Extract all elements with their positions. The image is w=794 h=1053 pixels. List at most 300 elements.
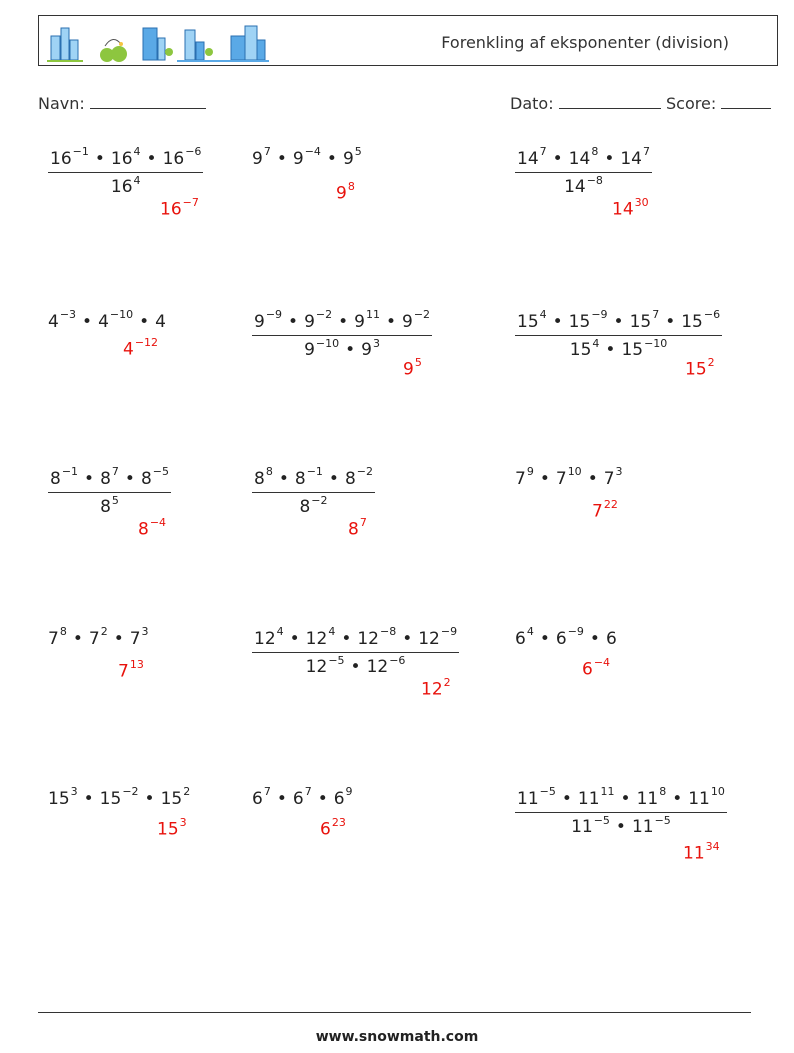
power-term — [603, 465, 623, 489]
term-exponent: −5 — [539, 785, 556, 798]
fraction-denominator — [252, 336, 432, 360]
name-field[interactable] — [38, 94, 206, 113]
multiply-dot: • — [552, 148, 563, 169]
answer-base: 9 — [403, 359, 414, 380]
score-field[interactable] — [666, 94, 771, 113]
term-base: 6 — [605, 628, 617, 649]
fraction-denominator — [48, 493, 171, 517]
power-term — [681, 308, 721, 332]
power-term — [621, 336, 668, 361]
term-base: 9 — [304, 340, 315, 361]
multiply-dot: • — [385, 311, 397, 332]
answer-base: 12 — [421, 679, 443, 700]
term-exponent: −2 — [356, 465, 373, 478]
answer-base: 8 — [138, 519, 149, 540]
term-exponent: −10 — [109, 308, 134, 321]
problem-expression — [515, 145, 652, 198]
term-base: 7 — [88, 628, 100, 649]
term-base: 8 — [344, 468, 356, 489]
answer-base: 8 — [348, 519, 359, 540]
term-base: 14 — [568, 148, 591, 169]
term-base: 11 — [688, 788, 710, 809]
term-exponent: 4 — [592, 336, 600, 350]
answer-base: 11 — [683, 843, 705, 864]
power-term — [629, 308, 660, 332]
answer-text — [138, 518, 166, 540]
power-term — [333, 785, 353, 809]
power-term — [555, 465, 582, 489]
name-label: Navn: — [38, 94, 85, 113]
power-term — [50, 145, 89, 169]
multiply-dot: • — [276, 788, 287, 809]
term-base: 16 — [110, 177, 133, 198]
term-base: 9 — [354, 311, 365, 332]
multiply-dot: • — [672, 788, 683, 809]
term-exponent: 7 — [304, 785, 312, 798]
term-base: 11 — [571, 817, 593, 838]
term-exponent: −10 — [644, 336, 668, 350]
term-base: 6 — [292, 788, 304, 809]
multiply-dot: • — [139, 311, 150, 332]
power-term — [688, 785, 725, 809]
term-base: 16 — [50, 148, 72, 169]
fraction — [252, 308, 432, 361]
term-base: 16 — [110, 148, 133, 169]
answer-text — [118, 660, 144, 682]
power-term — [162, 145, 202, 169]
city-buildings-logo-icon — [47, 22, 269, 62]
fraction — [48, 145, 203, 198]
term-base: 14 — [620, 148, 642, 169]
answer-base: 9 — [336, 183, 347, 204]
fraction — [515, 785, 727, 838]
multiply-dot: • — [276, 148, 287, 169]
date-label: Dato: — [510, 94, 554, 113]
power-term — [517, 145, 547, 169]
power-term — [305, 653, 345, 678]
power-term — [110, 173, 141, 198]
answer-exponent: −4 — [149, 516, 167, 529]
multiply-dot: • — [94, 148, 105, 169]
answer-exponent: −12 — [134, 336, 159, 349]
power-term — [140, 465, 169, 489]
multiply-dot: • — [605, 340, 616, 361]
multiply-dot: • — [288, 311, 299, 332]
term-base: 15 — [48, 788, 70, 809]
term-base: 6 — [555, 628, 567, 649]
term-exponent: 10 — [710, 785, 725, 798]
power-term — [304, 308, 333, 332]
multiply-dot: • — [84, 468, 95, 489]
term-base: 14 — [564, 177, 586, 198]
answer-exponent: 3 — [179, 816, 187, 829]
term-base: 12 — [418, 628, 440, 649]
problem-expression — [48, 465, 171, 518]
term-base: 9 — [304, 311, 315, 332]
problem-expression — [252, 625, 459, 678]
score-label: Score: — [666, 94, 717, 113]
term-exponent: −6 — [185, 145, 202, 158]
power-term — [98, 308, 134, 332]
answer-exponent: 23 — [331, 816, 346, 829]
term-base: 11 — [517, 788, 539, 809]
fraction — [515, 145, 652, 198]
answer-text — [592, 500, 618, 522]
term-base: 16 — [162, 148, 185, 169]
fraction-denominator — [515, 173, 652, 197]
score-blank[interactable] — [721, 94, 771, 109]
term-exponent: −1 — [306, 465, 323, 478]
term-base: 7 — [129, 628, 141, 649]
answer-exponent: 8 — [347, 180, 355, 193]
power-term — [252, 145, 271, 169]
answer-exponent: 5 — [414, 356, 422, 369]
term-exponent: 7 — [652, 308, 660, 321]
term-base: 7 — [48, 628, 59, 649]
term-exponent: −1 — [61, 465, 79, 478]
answer-text — [336, 182, 355, 204]
fraction — [252, 465, 375, 518]
answer-exponent: 13 — [129, 658, 144, 671]
term-exponent: 11 — [600, 785, 615, 798]
multiply-dot: • — [350, 657, 361, 678]
multiply-dot: • — [552, 311, 563, 332]
term-exponent: 10 — [567, 465, 582, 478]
power-term — [299, 493, 328, 518]
term-exponent: 8 — [659, 785, 667, 798]
problem-expression — [48, 625, 149, 649]
term-exponent: −4 — [304, 145, 321, 158]
answer-base: 15 — [157, 819, 179, 840]
term-base: 15 — [681, 311, 703, 332]
term-exponent: 7 — [642, 145, 650, 158]
term-exponent: 4 — [133, 145, 141, 158]
power-term — [344, 465, 373, 489]
multiply-dot: • — [328, 468, 339, 489]
multiply-dot: • — [561, 788, 572, 809]
term-exponent: 7 — [111, 465, 119, 478]
multiply-dot: • — [83, 788, 94, 809]
term-base: 11 — [631, 817, 654, 838]
power-term — [48, 785, 78, 809]
answer-exponent: 22 — [603, 498, 618, 511]
answer-exponent: 30 — [634, 196, 649, 209]
answer-text — [582, 658, 610, 680]
term-exponent: −5 — [152, 465, 169, 478]
term-exponent: −5 — [593, 813, 610, 827]
term-base: 15 — [99, 788, 122, 809]
power-term — [48, 308, 77, 332]
term-exponent: 4 — [539, 308, 547, 321]
fraction — [515, 308, 722, 361]
term-exponent: 2 — [183, 785, 191, 798]
term-exponent: −8 — [379, 625, 397, 638]
power-term — [568, 145, 599, 169]
power-term — [517, 785, 556, 809]
answer-text — [612, 198, 649, 220]
answer-text — [403, 358, 422, 380]
fraction — [48, 465, 171, 518]
answer-base: 6 — [320, 819, 331, 840]
power-term — [517, 308, 547, 332]
term-exponent: 7 — [263, 785, 271, 798]
term-base: 7 — [603, 468, 615, 489]
problem-expression — [515, 625, 617, 649]
worksheet-title: Forenkling af eksponenter (division) — [441, 33, 729, 52]
term-base: 12 — [305, 628, 328, 649]
answer-base: 6 — [582, 659, 593, 680]
problem-expression — [252, 465, 375, 518]
problem-expression — [252, 785, 353, 809]
answer-base: 16 — [160, 199, 182, 220]
term-base: 4 — [98, 311, 109, 332]
multiply-dot: • — [144, 788, 155, 809]
power-term — [100, 465, 119, 489]
power-term — [155, 312, 166, 332]
term-exponent: 8 — [265, 465, 273, 478]
term-base: 11 — [577, 788, 600, 809]
power-term — [50, 465, 79, 489]
term-exponent: 4 — [328, 625, 336, 638]
footer-divider — [38, 1012, 751, 1013]
fraction-numerator — [252, 625, 459, 653]
term-exponent: −9 — [591, 308, 608, 321]
power-term — [100, 493, 119, 518]
power-term — [254, 308, 283, 332]
term-exponent: 5 — [354, 145, 362, 158]
power-term — [568, 308, 608, 332]
power-term — [620, 145, 650, 169]
fraction-denominator — [515, 336, 722, 360]
problem-expression — [48, 785, 191, 809]
power-term — [564, 173, 603, 198]
problem-expression — [252, 145, 362, 169]
problem-expression — [515, 465, 623, 489]
multiply-dot: • — [113, 628, 124, 649]
term-exponent: −2 — [122, 785, 139, 798]
fraction — [252, 625, 459, 678]
answer-text — [421, 678, 451, 700]
term-base: 15 — [517, 311, 539, 332]
term-exponent: −1 — [72, 145, 89, 158]
power-term — [515, 625, 534, 649]
power-term — [555, 625, 584, 649]
fraction-denominator — [252, 653, 459, 677]
term-exponent: 3 — [372, 336, 380, 350]
multiply-dot: • — [402, 628, 413, 649]
answer-text — [123, 338, 158, 360]
answer-exponent: −4 — [593, 656, 611, 669]
answer-base: 4 — [123, 339, 134, 360]
answer-base: 7 — [118, 661, 129, 682]
term-exponent: 4 — [133, 173, 141, 187]
power-term — [305, 625, 336, 649]
answer-base: 15 — [685, 359, 707, 380]
fraction-denominator — [515, 813, 727, 837]
term-base: 7 — [555, 468, 567, 489]
term-exponent: −6 — [703, 308, 721, 321]
term-exponent: −5 — [328, 653, 345, 667]
answer-exponent: 2 — [707, 356, 715, 369]
power-term — [294, 465, 323, 489]
term-exponent: 8 — [59, 625, 67, 638]
date-field[interactable] — [510, 94, 661, 113]
multiply-dot: • — [539, 628, 550, 649]
term-base: 6 — [333, 788, 345, 809]
power-term — [571, 813, 610, 838]
multiply-dot: • — [539, 468, 550, 489]
term-exponent: 4 — [526, 625, 534, 638]
fraction-numerator — [515, 785, 727, 813]
power-term — [402, 308, 431, 332]
term-base: 9 — [254, 311, 265, 332]
worksheet-header — [38, 15, 778, 66]
footer-website: www.snowmath.com — [315, 1029, 479, 1045]
term-exponent: 7 — [539, 145, 547, 158]
term-base: 8 — [299, 497, 311, 518]
multiply-dot: • — [604, 148, 615, 169]
term-base: 9 — [292, 148, 304, 169]
multiply-dot: • — [587, 468, 598, 489]
term-exponent: −2 — [311, 493, 328, 507]
term-base: 4 — [155, 311, 166, 332]
power-term — [515, 465, 534, 489]
fraction-numerator — [48, 465, 171, 493]
power-term — [357, 625, 397, 649]
multiply-dot: • — [278, 468, 289, 489]
term-exponent: −2 — [413, 308, 431, 321]
term-base: 9 — [342, 148, 354, 169]
multiply-dot: • — [317, 788, 328, 809]
date-blank[interactable] — [559, 94, 661, 109]
answer-text — [157, 818, 187, 840]
term-exponent: 2 — [100, 625, 108, 638]
multiply-dot: • — [338, 311, 349, 332]
term-base: 8 — [100, 468, 111, 489]
power-term — [254, 625, 284, 649]
term-base: 6 — [515, 628, 526, 649]
term-base: 9 — [361, 340, 372, 361]
term-exponent: 3 — [70, 785, 78, 798]
power-term — [252, 785, 271, 809]
term-base: 15 — [569, 340, 592, 361]
power-term — [160, 785, 191, 809]
term-base: 8 — [100, 497, 111, 518]
power-term — [361, 336, 380, 361]
power-term — [636, 785, 667, 809]
term-base: 15 — [629, 311, 652, 332]
multiply-dot: • — [665, 311, 676, 332]
answer-text — [320, 818, 346, 840]
term-exponent: −2 — [315, 308, 333, 321]
multiply-dot: • — [326, 148, 337, 169]
power-term — [48, 625, 67, 649]
answer-text — [683, 842, 720, 864]
power-term — [88, 625, 108, 649]
power-term — [292, 145, 321, 169]
fraction-numerator — [48, 145, 203, 173]
multiply-dot: • — [615, 817, 626, 838]
power-term — [292, 785, 312, 809]
answer-text — [348, 518, 367, 540]
term-base: 12 — [254, 628, 276, 649]
term-base: 14 — [517, 148, 539, 169]
term-exponent: 8 — [591, 145, 599, 158]
term-exponent: 9 — [526, 465, 534, 478]
answer-exponent: 2 — [443, 676, 451, 689]
power-term — [110, 145, 141, 169]
term-base: 9 — [402, 311, 413, 332]
term-exponent: −5 — [654, 813, 671, 827]
fraction-numerator — [515, 145, 652, 173]
multiply-dot: • — [146, 148, 157, 169]
problem-expression — [515, 308, 722, 361]
power-term — [366, 653, 406, 678]
term-base: 12 — [366, 657, 389, 678]
answer-text — [685, 358, 715, 380]
fraction-denominator — [252, 493, 375, 517]
answer-text — [160, 198, 199, 220]
power-term — [631, 813, 671, 838]
problem-expression — [48, 145, 203, 198]
term-exponent: 4 — [276, 625, 284, 638]
name-blank[interactable] — [90, 94, 206, 109]
term-exponent: 3 — [615, 465, 623, 478]
power-term — [129, 625, 149, 649]
power-term — [569, 336, 600, 361]
term-exponent: −9 — [440, 625, 458, 638]
multiply-dot: • — [620, 788, 631, 809]
answer-exponent: −7 — [182, 196, 199, 209]
term-base: 8 — [294, 468, 306, 489]
term-exponent: 3 — [141, 625, 149, 638]
term-base: 12 — [357, 628, 379, 649]
problem-expression — [515, 785, 727, 838]
power-term — [418, 625, 458, 649]
power-term — [254, 465, 273, 489]
answer-exponent: 34 — [705, 840, 720, 853]
power-term — [606, 629, 617, 649]
answer-base: 14 — [612, 199, 634, 220]
answer-base: 7 — [592, 501, 603, 522]
term-base: 8 — [254, 468, 265, 489]
term-exponent: 5 — [111, 493, 119, 507]
fraction-denominator — [48, 173, 203, 197]
problem-expression — [48, 308, 166, 332]
term-base: 4 — [48, 311, 59, 332]
power-term — [304, 336, 340, 361]
term-base: 6 — [252, 788, 263, 809]
multiply-dot: • — [589, 628, 600, 649]
term-base: 8 — [140, 468, 152, 489]
term-exponent: −6 — [389, 653, 406, 667]
multiply-dot: • — [613, 311, 624, 332]
power-term — [99, 785, 139, 809]
problem-expression — [252, 308, 432, 361]
term-exponent: −8 — [586, 173, 603, 187]
term-exponent: 9 — [345, 785, 353, 798]
answer-exponent: 7 — [359, 516, 367, 529]
term-exponent: −9 — [265, 308, 283, 321]
term-base: 15 — [621, 340, 644, 361]
term-base: 12 — [305, 657, 328, 678]
term-base: 11 — [636, 788, 659, 809]
power-term — [342, 145, 362, 169]
power-term — [354, 308, 380, 332]
multiply-dot: • — [289, 628, 300, 649]
term-base: 15 — [568, 311, 591, 332]
multiply-dot: • — [341, 628, 352, 649]
